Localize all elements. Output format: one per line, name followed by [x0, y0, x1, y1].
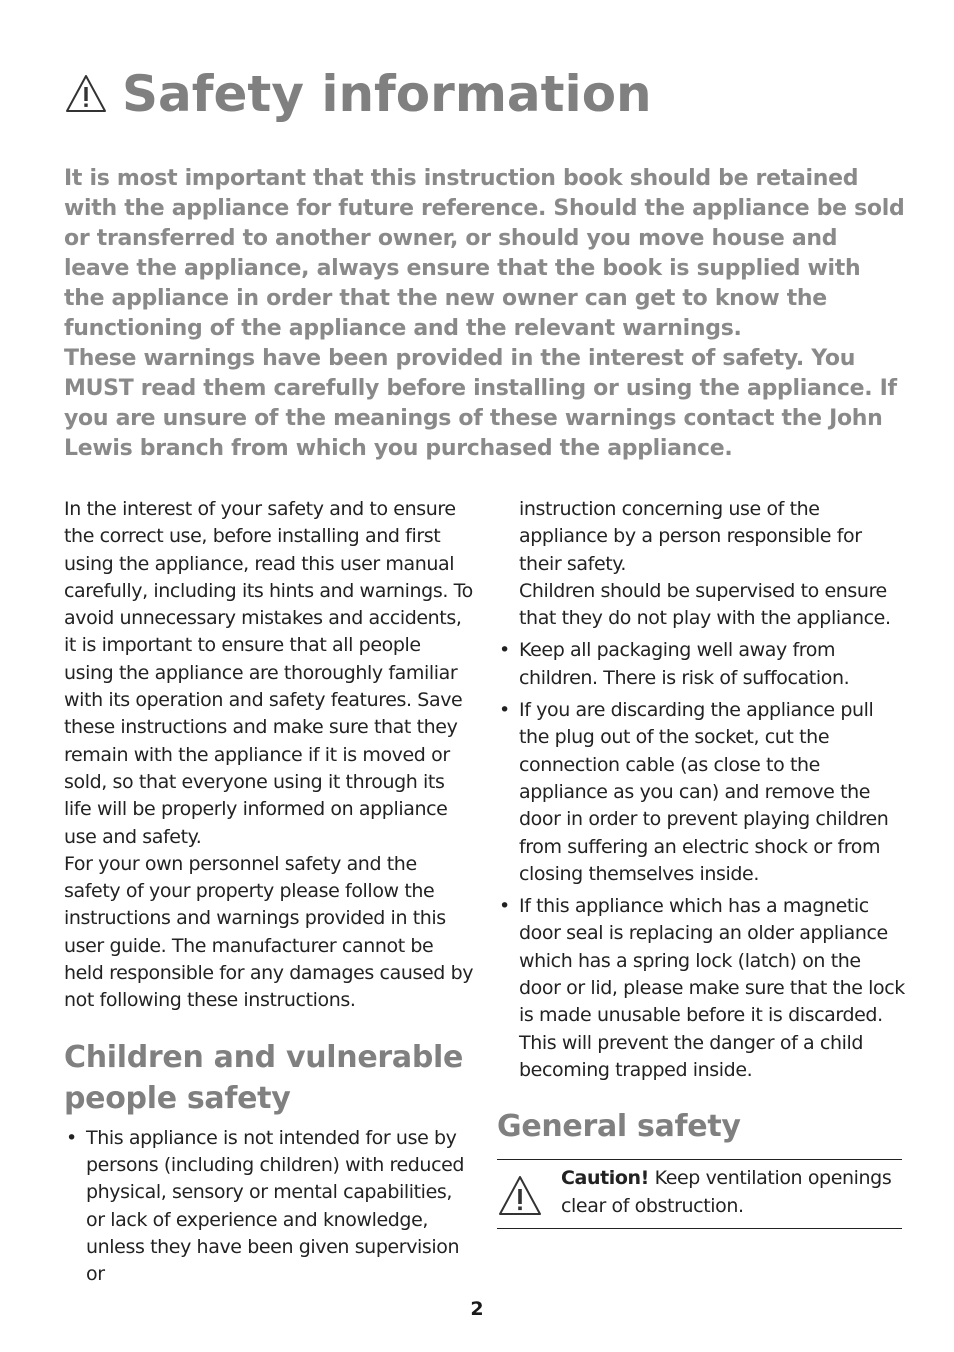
children-bullet-list — [64, 1125, 474, 1289]
page-number: 2 — [470, 1298, 484, 1320]
list-item-text: Keep all packaging well away from children. There is risk of suffocation. — [519, 639, 850, 689]
list-item — [497, 637, 905, 692]
list-item — [497, 697, 905, 888]
caution-message: Keep ventilation openings clear of obstruction. — [561, 1167, 892, 1217]
bullet-mark: • — [499, 895, 510, 918]
intro-paragraph: It is most important that this instruction book should be retained with the appliance for future reference. Should the appliance be sold or transferred to another owner, or should you move house and leave the appliance, always ensure that the book is supplied with the appliance in order that the new owner can get to know the functioning of the appliance and the relevant warnings. — [64, 166, 905, 341]
left-column — [64, 496, 474, 1293]
list-item-continuation — [497, 496, 905, 632]
list-item — [497, 893, 905, 1084]
list-item-text: This appliance is not intended for use by persons (including children) with reduced physical, sensory or mental capabilities, or lack of experience and knowledge, unless they have been given supervision or — [86, 1126, 465, 1286]
list-item-text: If this appliance which has a magnetic door seal is replacing an older appliance which has a spring lock (latch) on the door or lid, please make sure that the lock is made unusable before it is discarded. This will prevent the danger of a child becoming trapped inside. — [519, 895, 905, 1081]
intro-paragraph: These warnings have been provided in the interest of safety. You MUST read them carefully before installing or using the appliance. If you are unsure of the meanings of these warnings contact the John Lewis branch from which you purchased the appliance. — [64, 346, 897, 461]
body-paragraph: In the interest of your safety and to ensure the correct use, before installing and first using the appliance, read this user manual carefully, including its hints and warnings. To avoid unnecessary mistakes and accidents, it is important to ensure that all people using the appliance are thoroughly familiar with its operation and safety features. Save these instructions and make sure that they remain with the appliance if it is moved or sold, so that everyone using it through its life will be properly informed on appliance use and safety. — [64, 498, 473, 848]
warning-triangle-icon — [64, 72, 108, 116]
children-bullet-list-continued — [497, 496, 905, 1084]
right-column — [497, 496, 905, 1229]
continuation-text: instruction concerning use of the appliance by a person responsible for their safety. — [519, 498, 862, 575]
caution-label: Caution! — [561, 1167, 649, 1190]
bullet-mark: • — [499, 699, 510, 722]
bullet-mark: • — [66, 1126, 77, 1149]
caution-text — [561, 1165, 902, 1220]
caution-box — [497, 1159, 902, 1229]
title-row — [64, 64, 652, 124]
warning-triangle-icon — [497, 1173, 543, 1219]
list-item — [64, 1125, 474, 1289]
continuation-text: Children should be supervised to ensure that they do not play with the appliance. — [519, 579, 891, 630]
bullet-mark: • — [499, 639, 510, 662]
children-safety-heading: Children and vulnerable people safety — [64, 1039, 464, 1116]
intro-block — [64, 164, 906, 464]
body-paragraph: For your own personnel safety and the safety of your property please follow the instructions and warnings provided in this user guide. The manufacturer cannot be held responsible for any damages caused by not following these instructions. — [64, 852, 474, 1012]
general-safety-heading: General safety — [497, 1109, 741, 1145]
page-title: Safety information — [122, 65, 652, 123]
list-item-text: If you are discarding the appliance pull the plug out of the socket, cut the connection cable (as close to the appliance as you can) and remove the door in order to prevent playing children from suffering an electric shock or from closing themselves inside. — [519, 699, 889, 885]
